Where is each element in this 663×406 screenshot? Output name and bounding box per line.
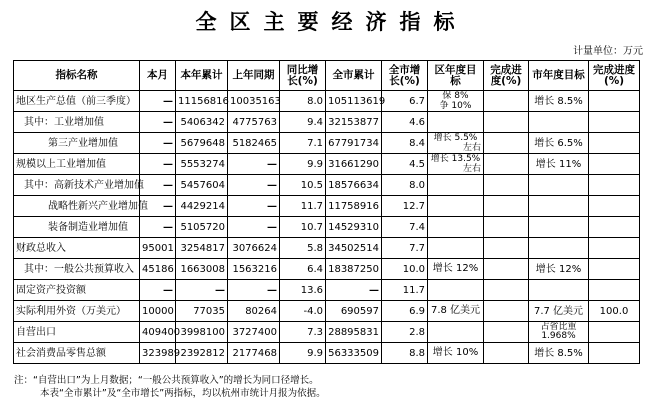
cell-city: 18576634 — [326, 175, 382, 196]
table-row — [14, 322, 640, 343]
cell-city-progress — [589, 112, 640, 133]
cell-district-progress — [484, 175, 529, 196]
column-header: 上年同期 — [228, 61, 280, 91]
cell-district-progress — [484, 112, 529, 133]
cell-city-growth: 12.7 — [382, 196, 428, 217]
cell-prev: — — [228, 217, 280, 238]
table-row — [14, 301, 640, 322]
cell-district-target — [428, 196, 484, 217]
cell-ytd: 1663008 — [176, 259, 228, 280]
cell-district-progress — [484, 322, 529, 343]
cell-city-growth: 8.4 — [382, 133, 428, 154]
indicator-name: 地区生产总值（前三季度） — [14, 91, 140, 112]
cell-prev: 10035163 — [228, 91, 280, 112]
cell-growth: 6.4 — [280, 259, 326, 280]
cell-city-growth: 6.9 — [382, 301, 428, 322]
indicators-table — [13, 60, 640, 364]
indicator-name: 装备制造业增加值 — [14, 217, 140, 238]
cell-month: 323989 — [140, 343, 176, 364]
cell-city-progress — [589, 343, 640, 364]
cell-ytd: 5679648 — [176, 133, 228, 154]
cell-growth: 8.0 — [280, 91, 326, 112]
cell-city-growth: 10.0 — [382, 259, 428, 280]
cell-district-progress — [484, 343, 529, 364]
indicator-name: 第三产业增加值 — [14, 133, 140, 154]
cell-city-progress — [589, 217, 640, 238]
cell-ytd: 5105720 — [176, 217, 228, 238]
cell-city-progress — [589, 322, 640, 343]
column-header: 指标名称 — [14, 61, 140, 91]
cell-city-target — [529, 112, 589, 133]
cell-city-growth: 8.0 — [382, 175, 428, 196]
cell-city-progress — [589, 259, 640, 280]
cell-district-progress — [484, 301, 529, 322]
cell-prev: — — [228, 280, 280, 301]
cell-ytd: 3998100 — [176, 322, 228, 343]
cell-district-target — [428, 154, 484, 175]
cell-district-progress — [484, 238, 529, 259]
district-target-line: 增长 13.5% — [430, 154, 481, 164]
cell-district-target — [428, 112, 484, 133]
cell-district-progress — [484, 154, 529, 175]
cell-month: 409400 — [140, 322, 176, 343]
indicator-name: 战略性新兴产业增加值 — [14, 196, 140, 217]
cell-prev: — — [228, 154, 280, 175]
table-row — [14, 112, 640, 133]
cell-district-target — [428, 175, 484, 196]
cell-ytd: 5457604 — [176, 175, 228, 196]
cell-city-progress — [589, 280, 640, 301]
cell-city: 18387250 — [326, 259, 382, 280]
column-header: 市年度目标 — [529, 61, 589, 91]
cell-growth: 13.6 — [280, 280, 326, 301]
cell-district-target — [428, 259, 484, 280]
cell-month: — — [140, 112, 176, 133]
cell-city-growth: 8.8 — [382, 343, 428, 364]
cell-city-progress — [589, 196, 640, 217]
cell-growth: 10.5 — [280, 175, 326, 196]
cell-month: 45186 — [140, 259, 176, 280]
indicator-name: 固定资产投资额 — [14, 280, 140, 301]
column-header: 完成进度(%) — [484, 61, 529, 91]
cell-growth: 9.4 — [280, 112, 326, 133]
cell-prev: 5182465 — [228, 133, 280, 154]
cell-ytd: 11156816 — [176, 91, 228, 112]
cell-city: 67791734 — [326, 133, 382, 154]
cell-city-progress: 100.0 — [589, 301, 640, 322]
cell-city-growth: 11.7 — [382, 280, 428, 301]
table-row — [14, 133, 640, 154]
cell-district-target — [428, 343, 484, 364]
header-row — [14, 61, 640, 91]
column-header: 全市累计 — [326, 61, 382, 91]
cell-city-target — [529, 196, 589, 217]
district-target-line: 左右 — [462, 143, 481, 153]
table-row — [14, 238, 640, 259]
cell-district-target — [428, 280, 484, 301]
cell-district-target — [428, 238, 484, 259]
cell-prev: 3076624 — [228, 238, 280, 259]
cell-ytd: 77035 — [176, 301, 228, 322]
indicator-name: 财政总收入 — [14, 238, 140, 259]
cell-city: 690597 — [326, 301, 382, 322]
cell-prev: 80264 — [228, 301, 280, 322]
cell-district-target — [428, 91, 484, 112]
table-row — [14, 343, 640, 364]
cell-city-growth: 6.7 — [382, 91, 428, 112]
cell-city: 34502514 — [326, 238, 382, 259]
district-target-line: 增长 12% — [432, 263, 479, 274]
cell-month: 95001 — [140, 238, 176, 259]
cell-city-growth: 7.7 — [382, 238, 428, 259]
table-row — [14, 217, 640, 238]
cell-city-target — [529, 280, 589, 301]
cell-month: — — [140, 280, 176, 301]
cell-month: — — [140, 133, 176, 154]
cell-month: 10000 — [140, 301, 176, 322]
cell-city: — — [326, 280, 382, 301]
cell-city: 32153877 — [326, 112, 382, 133]
cell-city-growth: 7.4 — [382, 217, 428, 238]
cell-growth: 11.7 — [280, 196, 326, 217]
cell-city-target — [529, 238, 589, 259]
cell-ytd: 5553274 — [176, 154, 228, 175]
cell-district-progress — [484, 280, 529, 301]
table-row — [14, 259, 640, 280]
cell-city: 31661290 — [326, 154, 382, 175]
footnote-2: 本表“全市累计”及“全市增长”两指标，均以杭州市统计月报为依据。 — [40, 388, 326, 399]
cell-district-progress — [484, 217, 529, 238]
indicator-name: 其中：高新技术产业增加值 — [14, 175, 140, 196]
cell-prev: 1563216 — [228, 259, 280, 280]
cell-city-target: 增长 8.5% — [529, 91, 589, 112]
cell-district-target — [428, 217, 484, 238]
table-row — [14, 280, 640, 301]
indicator-name: 自营出口 — [14, 322, 140, 343]
cell-city-progress — [589, 133, 640, 154]
column-header: 全市增长(%) — [382, 61, 428, 91]
district-target-line: 争 10% — [439, 101, 472, 111]
cell-city: 14529310 — [326, 217, 382, 238]
footnote-1: 注：“自营出口”为上月数据；“一般公共预算收入”的增长为同口径增长。 — [14, 375, 319, 386]
cell-growth: 5.8 — [280, 238, 326, 259]
cell-growth: 7.1 — [280, 133, 326, 154]
table-body — [14, 91, 640, 364]
cell-district-target — [428, 322, 484, 343]
cell-month: — — [140, 196, 176, 217]
table-row — [14, 91, 640, 112]
cell-growth: 9.9 — [280, 343, 326, 364]
cell-ytd: 5406342 — [176, 112, 228, 133]
cell-city-target: 增长 12% — [529, 259, 589, 280]
cell-district-target — [428, 133, 484, 154]
cell-city-target: 7.7 亿美元 — [529, 301, 589, 322]
cell-ytd: 3254817 — [176, 238, 228, 259]
cell-growth: 10.7 — [280, 217, 326, 238]
cell-prev: 2177468 — [228, 343, 280, 364]
cell-month: — — [140, 217, 176, 238]
district-target-line: 增长 10% — [432, 347, 479, 358]
cell-city-progress — [589, 175, 640, 196]
column-header: 本月 — [140, 61, 176, 91]
district-target-line: 增长 5.5% — [433, 133, 478, 143]
column-header: 同比增长(%) — [280, 61, 326, 91]
cell-city: 56333509 — [326, 343, 382, 364]
column-header: 完成进度(%) — [589, 61, 640, 91]
indicator-name: 规模以上工业增加值 — [14, 154, 140, 175]
cell-city: 105113619 — [326, 91, 382, 112]
cell-district-progress — [484, 196, 529, 217]
cell-city-growth: 2.8 — [382, 322, 428, 343]
cell-month: — — [140, 154, 176, 175]
column-header: 本年累计 — [176, 61, 228, 91]
indicator-name: 社会消费品零售总额 — [14, 343, 140, 364]
cell-district-progress — [484, 259, 529, 280]
cell-district-progress — [484, 91, 529, 112]
cell-city-target: 占省比重 1.968% — [529, 322, 589, 343]
cell-city-progress — [589, 91, 640, 112]
cell-city-target: 增长 11% — [529, 154, 589, 175]
cell-city-growth: 4.6 — [382, 112, 428, 133]
indicator-name: 其中：一般公共预算收入 — [14, 259, 140, 280]
cell-city: 28895831 — [326, 322, 382, 343]
cell-month: — — [140, 175, 176, 196]
unit-label: 计量单位：万元 — [573, 46, 643, 57]
indicator-name: 其中：工业增加值 — [14, 112, 140, 133]
cell-city-target: 增长 6.5% — [529, 133, 589, 154]
indicator-name: 实际利用外资（万美元） — [14, 301, 140, 322]
cell-city-progress — [589, 154, 640, 175]
cell-prev: 4775763 — [228, 112, 280, 133]
cell-growth: 9.9 — [280, 154, 326, 175]
page-title: 全区主要经济指标 — [195, 9, 468, 34]
cell-city: 11758916 — [326, 196, 382, 217]
cell-city-target: 增长 8.5% — [529, 343, 589, 364]
cell-city-target — [529, 175, 589, 196]
cell-city-target — [529, 217, 589, 238]
column-header: 区年度目标 — [428, 61, 484, 91]
cell-ytd: — — [176, 280, 228, 301]
cell-growth: 7.3 — [280, 322, 326, 343]
table-row — [14, 175, 640, 196]
cell-district-target — [428, 301, 484, 322]
cell-month: — — [140, 91, 176, 112]
cell-city-growth: 4.5 — [382, 154, 428, 175]
table-row — [14, 196, 640, 217]
cell-prev: 3727400 — [228, 322, 280, 343]
cell-ytd: 4429214 — [176, 196, 228, 217]
cell-ytd: 2392812 — [176, 343, 228, 364]
cell-growth: -4.0 — [280, 301, 326, 322]
district-target-line: 保 8% — [442, 91, 469, 101]
cell-prev: — — [228, 175, 280, 196]
cell-city-progress — [589, 238, 640, 259]
cell-prev: — — [228, 196, 280, 217]
district-target-line: 左右 — [462, 164, 481, 174]
table-row — [14, 154, 640, 175]
district-target-line: 7.8 亿美元 — [430, 305, 481, 316]
cell-district-progress — [484, 133, 529, 154]
